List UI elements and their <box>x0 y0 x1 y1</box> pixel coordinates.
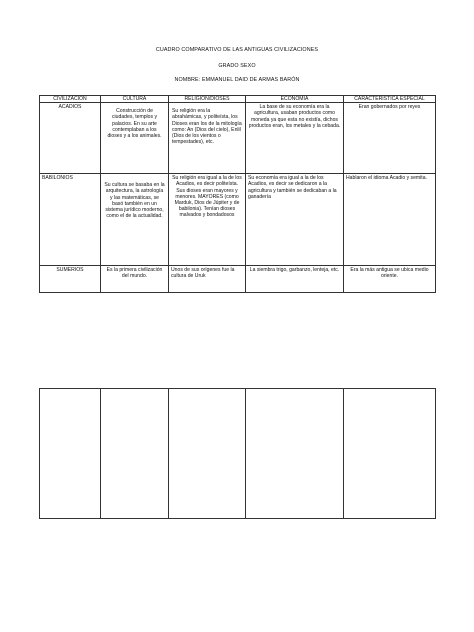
cell-especial: Era la más antigua se ubica medio oriente. <box>344 266 436 293</box>
cell-cultura: Construcción de ciudades, templos y palacios. En su arte contemplaban a los dioses y a los animales. <box>101 103 169 174</box>
cell-cultura: Su cultura se basaba en la arquitectura, la astrología y las matemáticas, se basó también en un sistema jurídico moderno, como el de la actualidad. <box>101 174 169 266</box>
empty-cell <box>169 389 246 519</box>
cell-especial: Eran gobernados por reyes <box>344 103 436 174</box>
empty-cell <box>344 389 436 519</box>
cell-cultura: Es la primera civilización del mundo. <box>101 266 169 293</box>
cell-religion: Su religión era la abrahámicas, y politeísta, los Dioses eran los de la mitología como: An (Dios del cielo), Enlil (Dios de los vientos o tempestades), etc. <box>169 103 246 174</box>
table-row <box>40 389 436 519</box>
cell-religion: Unos de sus orígenes fue la cultura de Uruk <box>169 266 246 293</box>
column-header-cultura: CULTURA <box>101 96 169 103</box>
cell-especial: Hablaron el idioma Acadio y semita. <box>344 174 436 266</box>
cell-civilizacion: ACADIOS <box>40 103 101 174</box>
table-row <box>40 174 436 266</box>
table-row <box>40 266 436 293</box>
cell-economia: Su economía era igual a la de los Acadios, es decir se dedicaron a la agricultura y también se dedicaban a la ganadería <box>246 174 344 266</box>
table-row <box>40 103 436 174</box>
column-header-especial: CARACTERISTICA ESPECIAL <box>344 96 436 103</box>
cell-religion: Su religión era igual a la de los Acadios, es decir politeísta. Sus dioses eran mayores y menores. MAYORES (como Marduk, Dios de Júpiter y de babilonia). Tenían dioses malvados y bondadosos <box>169 174 246 266</box>
comparison-table <box>39 95 436 293</box>
column-header-civilizacion: CIVILIZACIÓN <box>40 96 101 103</box>
empty-cell <box>246 389 344 519</box>
column-header-economia: ECONOMIA <box>246 96 344 103</box>
column-header-religion: RELIGIÓN/DIOSES <box>169 96 246 103</box>
document-title: CUADRO COMPARATIVO DE LAS ANTIGUAS CIVILIZACIONES <box>155 47 319 53</box>
cell-economia: La base de su economía era la agricultura, usaban productos como moneda ya que esta no existía, dichos productos eran, los metales y la cebada. <box>246 103 344 174</box>
cell-economia: La siembra trigo, garbanzo, lenteja, etc. <box>246 266 344 293</box>
empty-table <box>39 388 436 519</box>
cell-civilizacion: SUMERIOS <box>40 266 101 293</box>
empty-cell <box>101 389 169 519</box>
table-header-row <box>40 96 436 103</box>
student-name: NOMBRE: EMMANUEL DAID DE ARMAS BARÓN <box>174 77 300 83</box>
cell-civilizacion: BABILONIOS <box>40 174 101 266</box>
empty-cell <box>40 389 101 519</box>
grade-line: GRADO SEXO <box>218 63 256 69</box>
